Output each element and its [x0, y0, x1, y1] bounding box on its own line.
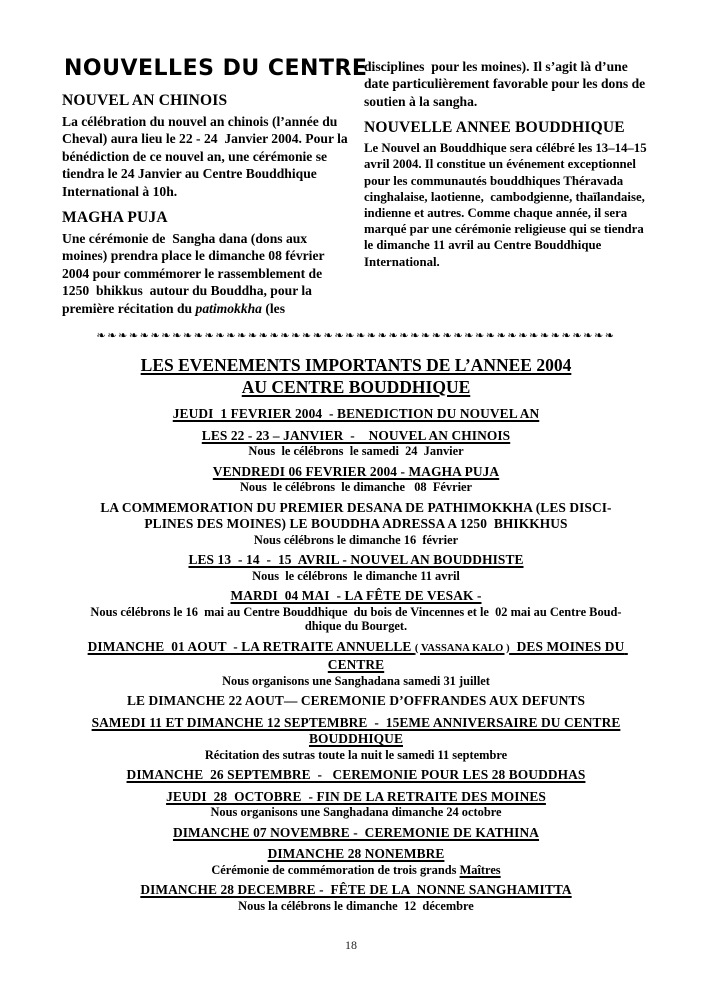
- event-text: PLINES DES MOINES) LE BOUDDHA ADRESSA A 1250 BHIKKHUS: [144, 516, 568, 532]
- event-text: ( VASSANA KALO ): [414, 642, 510, 654]
- magha-puja-italic-term: patimokkha: [195, 300, 262, 316]
- event-text: MARDI 04 MAI - LA FÊTE DE VESAK -: [230, 588, 482, 604]
- event-item: [62, 639, 650, 689]
- event-text: DIMANCHE 28 DECEMBRE - FÊTE DE LA NONNE SANGHAMITTA: [140, 882, 572, 898]
- section-body-magha-puja: [62, 230, 348, 317]
- event-text: DIMANCHE 01 AOUT - LA RETRAITE ANNUELLE: [87, 638, 415, 654]
- page-number: 18: [345, 938, 357, 952]
- event-header: [62, 516, 650, 533]
- magha-puja-text: Une cérémonie de Sangha dana (dons aux moines) prendra place le dimanche 08 février 2004 pour commémorer le rassemblement de 1250 bhikkus autour du Bouddha, pour la première récitation du: [62, 231, 328, 316]
- event-text: Récitation des sutras toute la nuit le samedi 11 septembre: [204, 747, 508, 762]
- event-text: LA COMMEMORATION DU PREMIER DESANA DE PATHIMOKKHA (LES DISCI-: [100, 499, 612, 515]
- event-text: Nous organisons une Sanghadana samedi 31 juillet: [222, 673, 490, 688]
- event-text: JEUDI 28 OCTOBRE - FIN DE LA RETRAITE DES MOINES: [166, 788, 546, 804]
- event-header: [62, 428, 650, 445]
- event-text: Nous le célébrons le samedi 24 Janvier: [248, 444, 464, 459]
- event-header: [62, 789, 650, 806]
- event-text: Cérémonie de commémoration de trois grands: [211, 862, 460, 877]
- event-header: [62, 825, 650, 842]
- event-item: [62, 846, 650, 877]
- event-text: DES MOINES DU CENTRE: [327, 638, 628, 673]
- event-text: BOUDDHIQUE: [308, 731, 403, 747]
- two-column-head: [62, 56, 650, 317]
- event-note: [62, 533, 650, 548]
- events-title-line2: [62, 376, 650, 398]
- event-header: [62, 639, 650, 674]
- continuation-paragraph: disciplines pour les moines). Il s’agit là d’une date particulièrement favorable pour les dons de soutien à la sangha.: [364, 59, 649, 109]
- event-text: DIMANCHE 07 NOVEMBRE - CEREMONIE DE KATHINA: [172, 824, 540, 840]
- event-header: [62, 693, 650, 710]
- event-note: [62, 619, 650, 634]
- event-item: [62, 767, 650, 784]
- event-note: [62, 863, 650, 878]
- event-text: DIMANCHE 26 SEPTEMBRE - CEREMONIE POUR LES 28 BOUDDHAS: [126, 767, 586, 783]
- event-text: Nous organisons une Sanghadana dimanche 24 octobre: [210, 805, 502, 820]
- masthead-title: NOUVELLES DU CENTRE: [64, 56, 368, 81]
- event-item: [62, 882, 650, 913]
- event-item: [62, 789, 650, 820]
- section-body-nouvelle-annee: Le Nouvel an Bouddhique sera célébré les 13–14–15 avril 2004. Il constitue un événement exceptionnel pour les communautés bouddhiques Théravada cinghalaise, laotienne, cambodgienne, thaïlandaise, indienne et autres. Comme chaque année, il sera marqué par une cérémonie religieuse qui se tiendra le dimanche 11 avril au Centre Bouddhique International.: [364, 141, 650, 269]
- event-item: [62, 715, 650, 763]
- event-text: Nous la célébrons le dimanche 12 décembre: [238, 898, 474, 913]
- event-text: VENDREDI 06 FEVRIER 2004 - MAGHA PUJA: [212, 463, 500, 479]
- event-text: LES 13 - 14 - 15 AVRIL - NOUVEL AN BOUDDHISTE: [188, 552, 524, 568]
- section-heading-magha-puja: MAGHA PUJA: [62, 209, 168, 227]
- event-text: Nous le célébrons le dimanche 08 Février: [239, 480, 473, 495]
- event-text: Nous célébrons le 16 mai au Centre Bouddhique du bois de Vincennes et le 02 mai au Centre Boud-: [90, 604, 622, 619]
- section-heading-nouvel-an-chinois: NOUVEL AN CHINOIS: [62, 92, 228, 109]
- ornament-divider: ❧❧❧❧❧❧❧❧❧❧❧❧❧❧❧❧❧❧❧❧❧❧❧❧❧❧❧❧❧❧❧❧❧❧❧❧❧❧❧❧❧❧❧❧❧❧❧❧: [96, 329, 616, 343]
- event-text: DIMANCHE 28 NONEMBRE: [267, 846, 445, 862]
- event-note: [62, 569, 650, 584]
- event-item: [62, 552, 650, 583]
- event-item: [62, 825, 650, 842]
- event-header: [62, 767, 650, 784]
- event-header: [62, 588, 650, 605]
- event-text: Maîtres: [459, 862, 501, 877]
- event-header: [62, 731, 650, 748]
- event-header: [62, 882, 650, 899]
- event-header: [62, 500, 650, 517]
- events-title-line2-text: AU CENTRE BOUDDHIQUE: [241, 377, 471, 398]
- event-note: [62, 748, 650, 763]
- event-header: [62, 406, 650, 423]
- event-header: [62, 715, 650, 732]
- event-note: [62, 899, 650, 914]
- event-header: [62, 552, 650, 569]
- event-note: [62, 605, 650, 620]
- event-header: [62, 846, 650, 863]
- left-column: [62, 56, 368, 317]
- section-heading-nouvelle-annee: NOUVELLE ANNEE BOUDDHIQUE: [364, 119, 625, 137]
- event-item: [62, 500, 650, 548]
- event-text: JEUDI 1 FEVRIER 2004 - BENEDICTION DU NOUVEL AN: [172, 406, 540, 422]
- events-list: [62, 406, 650, 913]
- section-body-nouvel-an-chinois: La célébration du nouvel an chinois (l’année du Cheval) aura lieu le 22 - 24 Janvier 2004. Pour la bénédiction de ce nouvel an, une cérémonie se tiendra le 24 Janvier au Centre Bouddhique International à 10h.: [62, 114, 352, 199]
- event-item: [62, 406, 650, 423]
- event-header: [62, 464, 650, 481]
- event-note: [62, 480, 650, 495]
- event-text: Nous célébrons le dimanche 16 février: [253, 532, 459, 547]
- events-section-title: [62, 354, 650, 398]
- event-text: dhique du Bourget.: [304, 619, 408, 634]
- events-title-line1: [62, 354, 650, 376]
- event-item: [62, 693, 650, 710]
- right-column: [364, 56, 650, 317]
- event-text: LES 22 - 23 – JANVIER - NOUVEL AN CHINOIS: [201, 427, 511, 443]
- event-text: Nous le célébrons le dimanche 11 avril: [252, 568, 460, 583]
- event-item: [62, 588, 650, 634]
- events-title-line1-text: LES EVENEMENTS IMPORTANTS DE L’ANNEE 2004: [140, 355, 572, 376]
- event-text: LE DIMANCHE 22 AOUT— CEREMONIE D’OFFRANDES AUX DEFUNTS: [126, 693, 586, 709]
- event-note: [62, 674, 650, 689]
- event-item: [62, 464, 650, 495]
- event-text: SAMEDI 11 ET DIMANCHE 12 SEPTEMBRE - 15EME ANNIVERSAIRE DU CENTRE: [91, 714, 621, 730]
- event-item: [62, 428, 650, 459]
- event-note: [62, 805, 650, 820]
- magha-puja-text-end: (les: [261, 300, 286, 316]
- event-note: [62, 444, 650, 459]
